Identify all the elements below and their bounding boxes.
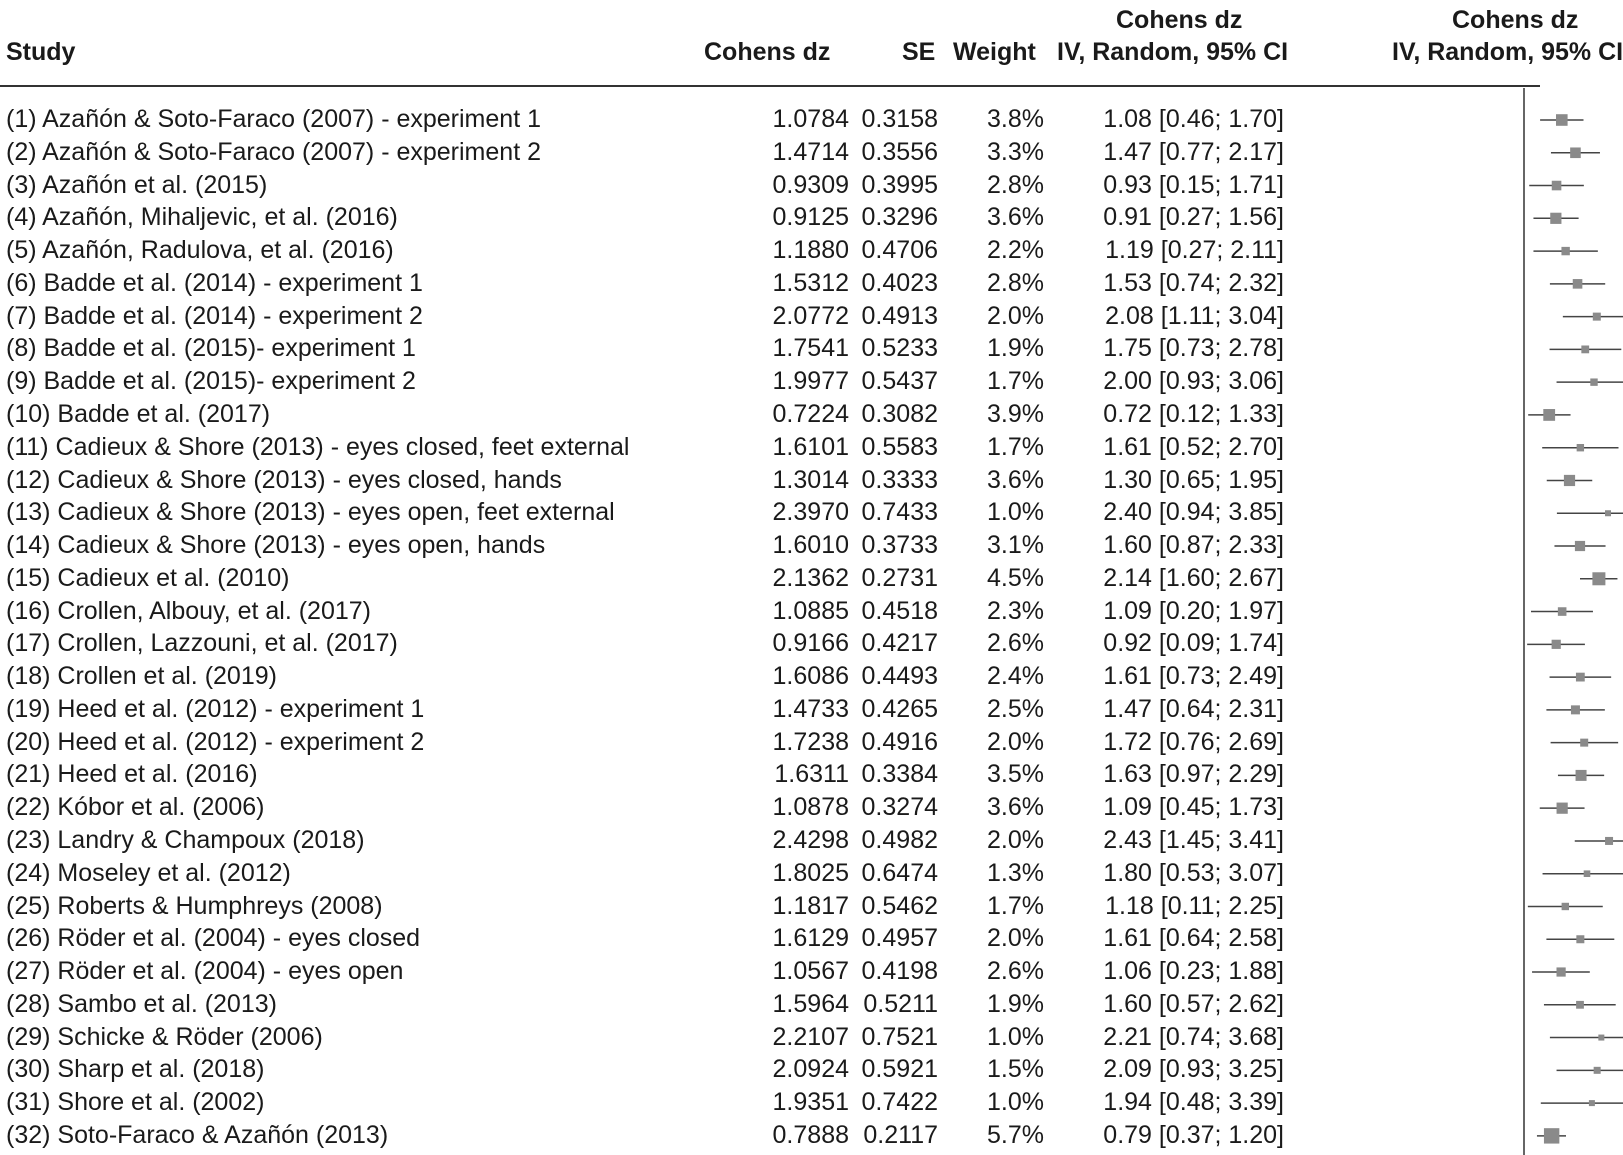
cohens-dz-cell: 2.4298 [772,825,849,854]
effect-marker [1564,475,1575,486]
ci-cell: 2.21 [0.74; 3.68] [1103,1022,1284,1051]
weight-cell: 2.6% [987,957,1044,985]
ci-cell: 1.30 [0.65; 1.95] [1103,465,1284,494]
effect-marker [1581,345,1589,353]
cohens-dz-cell: 2.0924 [772,1055,849,1084]
study-name: (19) Heed et al. (2012) - experiment 1 [6,694,425,723]
cohens-dz-cell: 0.9309 [772,170,849,199]
weight-cell: 2.8% [987,170,1044,199]
study-name: (26) Röder et al. (2004) - eyes closed [6,924,421,953]
weight-cell: 3.1% [987,531,1044,559]
effect-marker [1544,1128,1559,1143]
ci-cell: 1.94 [0.48; 3.39] [1103,1088,1284,1117]
ci-cell: 1.06 [0.23; 1.88] [1103,957,1284,985]
weight-cell: 3.5% [987,760,1044,789]
effect-marker [1561,247,1569,255]
weight-cell: 2.0% [987,924,1044,953]
effect-marker [1576,935,1584,943]
study-name: (13) Cadieux & Shore (2013) - eyes open, feet external [6,498,615,527]
cohens-dz-cell: 1.6101 [772,432,849,461]
se-cell: 0.5437 [861,367,938,396]
ci-cell: 1.08 [0.46; 1.70] [1103,105,1284,133]
study-name: (5) Azañón, Radulova, et al. (2016) [6,236,394,265]
cohens-dz-cell: 1.3014 [772,465,849,494]
study-name: (28) Sambo et al. (2013) [6,989,277,1018]
weight-cell: 1.7% [987,891,1044,920]
weight-cell: 2.0% [987,727,1044,756]
study-name: (4) Azañón, Mihaljevic, et al. (2016) [6,203,398,232]
cohens-dz-cell: 0.9125 [772,203,849,232]
ci-cell: 1.47 [0.64; 2.31] [1103,694,1284,723]
study-name: (30) Sharp et al. (2018) [6,1055,265,1084]
weight-cell: 1.7% [987,367,1044,396]
study-name: (1) Azañón & Soto-Faraco (2007) - experiment 1 [6,105,541,133]
effect-marker [1558,607,1567,616]
effect-marker [1589,1100,1595,1106]
se-cell: 0.4913 [861,301,938,330]
se-cell: 0.3333 [861,465,938,494]
effect-marker [1550,213,1561,224]
ci-cell: 1.47 [0.77; 2.17] [1103,137,1284,166]
header-rule [0,85,1540,87]
ci-cell: 2.09 [0.93; 3.25] [1103,1055,1284,1084]
se-cell: 0.4198 [861,957,938,985]
ci-cell: 1.53 [0.74; 2.32] [1103,268,1284,297]
ci-cell: 1.80 [0.53; 3.07] [1103,858,1284,887]
ci-cell: 1.61 [0.64; 2.58] [1103,924,1284,953]
weight-cell: 3.6% [987,203,1044,232]
weight-cell: 3.6% [987,465,1044,494]
weight-cell: 1.0% [987,1088,1044,1117]
ci-cell: 1.18 [0.11; 2.25] [1105,891,1284,920]
effect-marker [1593,313,1601,321]
ci-cell: 1.63 [0.97; 2.29] [1103,760,1284,789]
study-name: (29) Schicke & Röder (2006) [6,1022,323,1051]
se-cell: 0.5921 [861,1055,938,1084]
weight-cell: 2.0% [987,825,1044,854]
study-name: (8) Badde et al. (2015)- experiment 1 [6,334,416,363]
se-cell: 0.4265 [861,694,938,723]
se-cell: 0.4957 [861,924,938,953]
effect-marker [1590,378,1597,385]
se-cell: 0.5233 [861,334,938,363]
se-cell: 0.4493 [861,662,938,691]
weight-cell: 1.9% [987,334,1044,363]
ci-cell: 2.43 [1.45; 3.41] [1103,825,1284,854]
header-plot-bottom: IV, Random, 95% CI [1392,38,1623,66]
study-name: (24) Moseley et al. (2012) [6,858,291,887]
weight-cell: 2.3% [987,596,1044,625]
header-ci-bottom: IV, Random, 95% CI [1057,38,1289,66]
cohens-dz-cell: 1.5964 [772,989,849,1018]
study-name: (27) Röder et al. (2004) - eyes open [6,957,404,985]
weight-cell: 2.8% [987,268,1044,297]
se-cell: 0.5462 [861,891,938,920]
study-name: (32) Soto-Faraco & Azañón (2013) [6,1120,389,1149]
effect-marker [1576,1001,1584,1009]
weight-cell: 1.0% [987,1022,1044,1051]
effect-marker [1598,1035,1604,1041]
ci-cell: 1.61 [0.73; 2.49] [1103,662,1284,691]
se-cell: 0.7521 [861,1022,938,1051]
ci-cell: 0.79 [0.37; 1.20] [1103,1120,1284,1149]
ci-cell: 1.09 [0.20; 1.97] [1103,596,1284,625]
se-cell: 0.3158 [861,105,938,133]
cohens-dz-cell: 2.2107 [772,1022,849,1051]
ci-cell: 0.72 [0.12; 1.33] [1103,399,1284,428]
se-cell: 0.3384 [861,760,938,789]
effect-marker [1562,903,1569,910]
study-name: (14) Cadieux & Shore (2013) - eyes open, hands [6,531,546,559]
cohens-dz-cell: 1.6311 [774,760,849,789]
se-cell: 0.4217 [861,629,938,658]
cohens-dz-cell: 1.9977 [772,367,849,396]
effect-marker [1570,147,1581,158]
se-cell: 0.5211 [863,989,938,1018]
study-name: (15) Cadieux et al. (2010) [6,563,290,592]
se-cell: 0.4982 [861,825,938,854]
study-name: (10) Badde et al. (2017) [6,399,271,428]
weight-cell: 2.6% [987,629,1044,658]
effect-marker [1556,114,1568,126]
se-cell: 0.3296 [861,203,938,232]
study-name: (11) Cadieux & Shore (2013) - eyes closed, feet external [6,432,630,461]
header-study: Study [6,38,76,66]
ci-cell: 1.60 [0.57; 2.62] [1103,989,1284,1018]
cohens-dz-cell: 1.4733 [772,694,849,723]
se-cell: 0.3995 [861,170,938,199]
study-name: (6) Badde et al. (2014) - experiment 1 [6,268,423,297]
se-cell: 0.4518 [861,596,938,625]
weight-cell: 2.4% [987,662,1044,691]
weight-cell: 1.5% [987,1055,1044,1084]
effect-marker [1576,673,1585,682]
study-name: (3) Azañón et al. (2015) [6,170,268,199]
ci-cell: 2.14 [1.60; 2.67] [1103,563,1284,592]
weight-cell: 3.6% [987,793,1044,822]
ci-cell: 0.93 [0.15; 1.71] [1103,170,1284,199]
se-cell: 0.3556 [861,137,938,166]
study-name: (17) Crollen, Lazzouni, et al. (2017) [6,629,398,658]
effect-marker [1573,279,1583,289]
header-cohens-dz: Cohens dz [704,38,831,66]
cohens-dz-cell: 1.0878 [772,793,849,822]
ci-cell: 2.40 [0.94; 3.85] [1103,498,1284,527]
ci-cell: 1.72 [0.76; 2.69] [1103,727,1284,756]
weight-cell: 1.9% [987,989,1044,1018]
cohens-dz-cell: 1.6129 [772,924,849,953]
weight-cell: 1.3% [987,858,1044,887]
cohens-dz-cell: 1.0885 [772,596,849,625]
cohens-dz-cell: 1.7238 [772,727,849,756]
study-name: (18) Crollen et al. (2019) [6,662,277,691]
effect-marker [1605,510,1611,516]
se-cell: 0.2731 [861,563,938,592]
se-cell: 0.3082 [861,399,938,428]
effect-marker [1552,640,1561,649]
weight-cell: 5.7% [987,1120,1044,1149]
cohens-dz-cell: 1.7541 [772,334,849,363]
ci-cell: 1.19 [0.27; 2.11] [1105,236,1284,265]
effect-marker [1557,803,1568,814]
effect-marker [1552,181,1562,191]
cohens-dz-cell: 1.4714 [772,137,849,166]
study-name: (7) Badde et al. (2014) - experiment 2 [6,301,423,330]
study-name: (21) Heed et al. (2016) [6,760,258,789]
effect-marker [1605,837,1613,845]
ci-cell: 2.08 [1.11; 3.04] [1105,301,1284,330]
se-cell: 0.6474 [861,858,938,887]
study-name: (12) Cadieux & Shore (2013) - eyes closed, hands [6,465,562,494]
effect-marker [1575,541,1585,551]
cohens-dz-cell: 2.1362 [772,563,849,592]
forest-plot [1440,88,1540,1155]
effect-marker [1571,705,1580,714]
weight-cell: 4.5% [987,563,1044,592]
effect-marker [1557,967,1566,976]
ci-cell: 1.75 [0.73; 2.78] [1103,334,1284,363]
se-cell: 0.4023 [861,268,938,297]
ci-cell: 1.60 [0.87; 2.33] [1103,531,1284,559]
se-cell: 0.2117 [863,1120,938,1149]
cohens-dz-cell: 1.1817 [772,891,849,920]
ci-cell: 2.00 [0.93; 3.06] [1103,367,1284,396]
cohens-dz-cell: 1.1880 [772,236,849,265]
weight-cell: 2.5% [987,694,1044,723]
cohens-dz-cell: 0.7888 [772,1120,849,1149]
weight-cell: 3.3% [987,137,1044,166]
cohens-dz-cell: 1.6086 [772,662,849,691]
se-cell: 0.4916 [861,727,938,756]
weight-cell: 3.9% [987,399,1044,428]
se-cell: 0.5583 [861,432,938,461]
se-cell: 0.3274 [861,793,938,822]
ci-cell: 1.61 [0.52; 2.70] [1103,432,1284,461]
weight-cell: 3.8% [987,105,1044,133]
ci-cell: 0.91 [0.27; 1.56] [1103,203,1284,232]
ci-cell: 0.92 [0.09; 1.74] [1103,629,1284,658]
study-name: (20) Heed et al. (2012) - experiment 2 [6,727,425,756]
effect-marker [1577,444,1584,451]
header-se: SE [902,38,936,66]
effect-marker [1592,572,1605,585]
effect-marker [1594,1067,1601,1074]
cohens-dz-cell: 1.9351 [772,1088,849,1117]
study-name: (16) Crollen, Albouy, et al. (2017) [6,596,372,625]
study-name: (22) Kóbor et al. (2006) [6,793,265,822]
weight-cell: 1.0% [987,498,1044,527]
cohens-dz-cell: 1.8025 [772,858,849,887]
header-weight: Weight [953,38,1036,66]
se-cell: 0.4706 [861,236,938,265]
header-ci-top: Cohens dz [1116,6,1243,34]
weight-cell: 2.0% [987,301,1044,330]
header-plot-top: Cohens dz [1452,6,1579,34]
se-cell: 0.7422 [861,1088,938,1117]
se-cell: 0.7433 [861,498,938,527]
effect-marker [1543,409,1555,421]
ci-cell: 1.09 [0.45; 1.73] [1103,793,1284,822]
study-name: (25) Roberts & Humphreys (2008) [6,891,383,920]
study-name: (2) Azañón & Soto-Faraco (2007) - experiment 2 [6,137,541,166]
cohens-dz-cell: 2.3970 [772,498,849,527]
cohens-dz-cell: 0.9166 [772,629,849,658]
effect-marker [1580,739,1588,747]
cohens-dz-cell: 1.0784 [772,105,849,133]
cohens-dz-cell: 1.6010 [772,531,849,559]
cohens-dz-cell: 1.5312 [772,268,849,297]
cohens-dz-cell: 1.0567 [772,957,849,985]
weight-cell: 2.2% [987,236,1044,265]
effect-marker [1576,770,1587,781]
cohens-dz-cell: 0.7224 [772,399,849,428]
study-name: (9) Badde et al. (2015)- experiment 2 [6,367,416,396]
study-name: (31) Shore et al. (2002) [6,1088,265,1117]
effect-marker [1584,870,1591,877]
study-name: (23) Landry & Champoux (2018) [6,825,365,854]
se-cell: 0.3733 [861,531,938,559]
cohens-dz-cell: 2.0772 [772,301,849,330]
weight-cell: 1.7% [987,432,1044,461]
